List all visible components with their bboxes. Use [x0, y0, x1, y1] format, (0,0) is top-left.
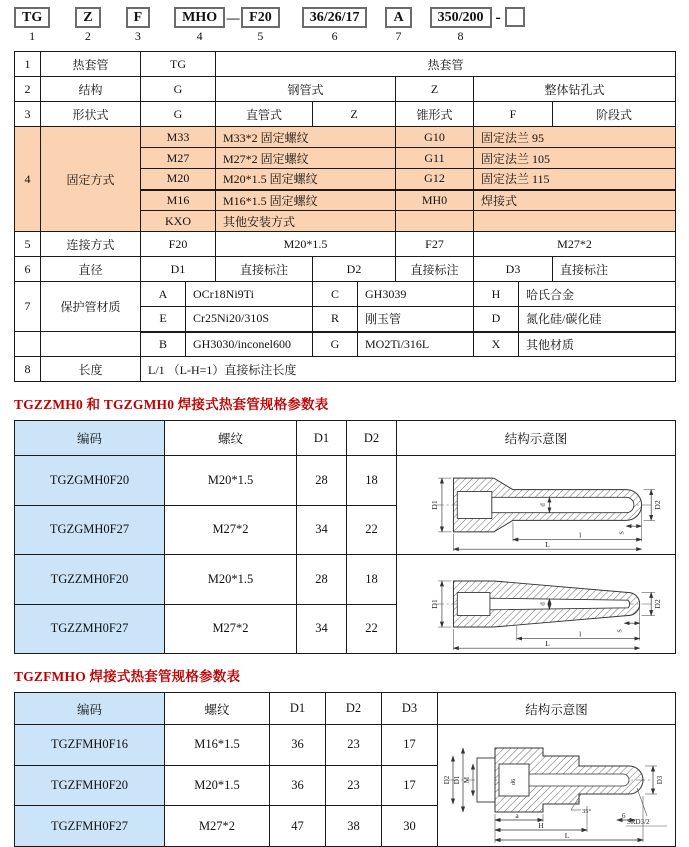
code-unit-8: [430, 7, 492, 44]
dim-label-s: S: [616, 629, 624, 633]
value-cell: M27*2 固定螺纹: [216, 148, 396, 169]
value-cell: M16*1.5 固定螺纹: [216, 190, 396, 211]
col-header-diagram: 结构示意图: [397, 421, 676, 456]
value-cell: M33*2 固定螺纹: [216, 127, 396, 148]
value-cell: 锥形式: [396, 102, 474, 127]
code-cell: Z: [396, 77, 474, 102]
code-cell: TGZGMH0F20: [15, 456, 165, 506]
dim-label-d1: D1: [430, 599, 440, 609]
col-header-d2: D2: [347, 421, 397, 456]
dim-label-L: L: [545, 639, 550, 649]
value-cell: 焊接式: [474, 190, 676, 211]
legend-row-4-sub-1: [15, 127, 676, 148]
col-header-d1: D1: [270, 693, 326, 725]
d1-cell: 36: [270, 765, 326, 806]
code-cell: TGZFMH0F27: [15, 806, 165, 847]
dim-label-d2: D2: [652, 500, 662, 510]
row-no: 8: [15, 357, 41, 382]
thread-cell: M20*1.5: [165, 456, 297, 506]
code-num-8: 8: [457, 29, 464, 43]
spec-table-header: [15, 421, 676, 456]
value-cell: 固定法兰 105: [474, 148, 676, 169]
value-cell: L/1 （L-H=1）直接标注长度: [141, 357, 676, 382]
dim-label-d: d: [539, 503, 547, 507]
row-label: 长度: [41, 357, 141, 382]
code-num-6: 6: [331, 29, 338, 43]
value-cell: 整体钻孔式: [474, 77, 676, 102]
table-row: [15, 555, 676, 605]
value-cell: OCr18Ni9Ti: [186, 282, 313, 307]
legend-row-7-sub-1: [15, 282, 676, 307]
value-cell: 刚玉管: [358, 307, 474, 332]
col-header-d3: D3: [382, 693, 438, 725]
row-no: 6: [15, 257, 41, 282]
d1-cell: 34: [297, 505, 347, 555]
empty-cell: [396, 211, 474, 232]
row-label: 连接方式: [41, 232, 141, 257]
code-box-f: F: [126, 7, 151, 28]
code-suffix-dash: -: [495, 9, 501, 26]
d1-cell: 28: [297, 555, 347, 605]
code-cell: MH0: [396, 190, 474, 211]
value-cell: 固定法兰 115: [474, 169, 676, 190]
spec-table-zz-zg: [14, 420, 676, 654]
thread-cell: M20*1.5: [165, 765, 270, 806]
code-cell: H: [474, 282, 519, 307]
code-cell: G: [313, 332, 358, 357]
value-cell: Cr25Ni20/310S: [186, 307, 313, 332]
table-row: [15, 456, 676, 506]
code-joiner-dash: —: [226, 10, 240, 25]
value-cell: 直接标注: [553, 257, 676, 282]
legend-row-2: [15, 77, 676, 102]
code-cell: TGZGMH0F27: [15, 505, 165, 555]
dim-label-d1: D1: [452, 775, 461, 785]
code-cell: A: [141, 282, 186, 307]
code-num-4: 4: [196, 29, 203, 43]
code-cell: Z: [313, 102, 396, 127]
dim-label-srd: SRD3/2: [626, 818, 650, 826]
thermowell-stepped-diagram: [441, 726, 673, 845]
d2-cell: 23: [326, 765, 382, 806]
value-cell: GH3030/inconel600: [186, 332, 313, 357]
d1-cell: 28: [297, 456, 347, 506]
code-unit-7: [385, 7, 411, 44]
code-unit-6: [302, 7, 368, 44]
thread-cell: M27*2: [165, 806, 270, 847]
code-cell: KXO: [141, 211, 216, 232]
code-box-dims: 36/26/17: [302, 7, 368, 28]
d1-cell: 47: [270, 806, 326, 847]
code-box-length: 350/200: [430, 7, 492, 28]
section2-title: TGZZMH0 和 TGZGMH0 焊接式热套管规格参数表: [14, 397, 329, 412]
code-num-3: 3: [134, 29, 141, 43]
value-cell: GH3039: [358, 282, 474, 307]
dim-label-d3: D3: [655, 775, 664, 785]
value-cell: 热套管: [216, 52, 676, 77]
code-cell: F27: [396, 232, 474, 257]
thread-cell: M27*2: [165, 604, 297, 654]
thermowell-tapered-diagram: [400, 556, 672, 652]
col-header-code: 编码: [15, 693, 165, 725]
thread-cell: M27*2: [165, 505, 297, 555]
code-cell: M27: [141, 148, 216, 169]
dim-label-d1: D1: [430, 500, 440, 510]
row-no: 5: [15, 232, 41, 257]
code-cell: D: [474, 307, 519, 332]
value-cell: MO2Ti/316L: [358, 332, 474, 357]
d2-cell: 18: [347, 456, 397, 506]
col-header-code: 编码: [15, 421, 165, 456]
code-cell: TGZFMH0F16: [15, 725, 165, 766]
d3-cell: 17: [382, 725, 438, 766]
value-cell: 固定法兰 95: [474, 127, 676, 148]
dim-label-bore: d6: [509, 778, 517, 786]
col-header-d2: D2: [326, 693, 382, 725]
code-unit-3: [126, 7, 151, 44]
value-cell: 其他安装方式: [216, 211, 396, 232]
code-cell: TG: [141, 52, 216, 77]
value-cell: M20*1.5 固定螺纹: [216, 169, 396, 190]
code-cell: G11: [396, 148, 474, 169]
d2-cell: 22: [347, 604, 397, 654]
code-cell: F: [474, 102, 553, 127]
code-cell: D2: [313, 257, 396, 282]
value-cell: 钢管式: [216, 77, 396, 102]
code-cell: G: [141, 77, 216, 102]
code-cell: X: [474, 332, 519, 357]
dim-label-d2: D2: [652, 599, 662, 609]
col-header-thread: 螺纹: [165, 421, 297, 456]
value-cell: 氮化硅/碳化硅: [519, 307, 676, 332]
code-cell: M16: [141, 190, 216, 211]
dim-label-L: L: [564, 831, 569, 840]
dim-label-l: l: [579, 629, 582, 639]
empty-cell: [15, 332, 41, 357]
value-cell: 直管式: [216, 102, 313, 127]
legend-row-5: [15, 232, 676, 257]
code-cell: G10: [396, 127, 474, 148]
spec-table-zf: [14, 692, 676, 847]
thread-cell: M20*1.5: [165, 555, 297, 605]
dim-label-a: a: [514, 811, 519, 820]
d2-cell: 23: [326, 725, 382, 766]
code-cell: B: [141, 332, 186, 357]
d2-cell: 22: [347, 505, 397, 555]
dim-label-d: d: [539, 602, 547, 606]
code-cell: TGZFMH0F20: [15, 765, 165, 806]
code-box-mho: MHO: [174, 7, 225, 28]
code-cell: M33: [141, 127, 216, 148]
code-num-2: 2: [84, 29, 91, 43]
value-cell: 哈氏合金: [519, 282, 676, 307]
dim-label-l: l: [579, 530, 582, 540]
code-box-tg: TG: [14, 7, 50, 28]
empty-cell: [474, 211, 676, 232]
code-cell: R: [313, 307, 358, 332]
code-unit-1: [14, 7, 50, 44]
dim-label-six: 6: [621, 812, 625, 820]
d2-cell: 18: [347, 555, 397, 605]
col-header-diagram: 结构示意图: [438, 693, 676, 725]
code-cell: E: [141, 307, 186, 332]
dim-label-L: L: [545, 540, 550, 550]
code-cell: G: [141, 102, 216, 127]
code-unit-4: [174, 7, 225, 44]
d1-cell: 36: [270, 725, 326, 766]
code-box-f20: F20: [241, 7, 280, 28]
table-row: [15, 725, 676, 766]
code-cell: D1: [141, 257, 216, 282]
dim-label-d2: D2: [442, 775, 451, 785]
d1-cell: 34: [297, 604, 347, 654]
thermowell-straight-diagram: [400, 457, 672, 553]
code-cell: F20: [141, 232, 216, 257]
diagram-cell-stepped: [438, 725, 676, 847]
code-num-7: 7: [395, 29, 402, 43]
col-header-d1: D1: [297, 421, 347, 456]
legend-row-7-sub-3: [15, 332, 676, 357]
code-cell: TGZZMH0F27: [15, 604, 165, 654]
row-label: 热套管: [41, 52, 141, 77]
legend-row-6: [15, 257, 676, 282]
legend-row-8: [15, 357, 676, 382]
diagram-cell-straight: [397, 456, 676, 555]
code-cell: M20: [141, 169, 216, 190]
spec-table-header: [15, 693, 676, 725]
value-cell: 直接标注: [396, 257, 474, 282]
d3-cell: 17: [382, 765, 438, 806]
code-unit-2: [75, 7, 100, 44]
legend-row-3: [15, 102, 676, 127]
code-legend-table: [14, 51, 676, 382]
code-box-a: A: [385, 7, 411, 28]
code-builder-row: [14, 7, 675, 45]
value-cell: 直接标注: [216, 257, 313, 282]
value-cell: M27*2: [474, 232, 676, 257]
col-header-thread: 螺纹: [165, 693, 270, 725]
code-box-z: Z: [75, 7, 100, 28]
code-unit-5: [241, 7, 280, 44]
row-no: 4: [15, 127, 41, 232]
value-cell: 其他材质: [519, 332, 676, 357]
row-label: 结构: [41, 77, 141, 102]
row-no: 2: [15, 77, 41, 102]
row-no: 3: [15, 102, 41, 127]
diagram-cell-tapered: [397, 555, 676, 654]
code-cell: D3: [474, 257, 553, 282]
code-cell: TGZZMH0F20: [15, 555, 165, 605]
code-num-5: 5: [257, 29, 264, 43]
code-num-1: 1: [29, 29, 36, 43]
row-no: 1: [15, 52, 41, 77]
code-cell: G12: [396, 169, 474, 190]
row-label: 保护管材质: [41, 282, 141, 332]
dim-label-s: S: [618, 531, 626, 535]
code-cell: C: [313, 282, 358, 307]
value-cell: M20*1.5: [216, 232, 396, 257]
section3-title: TGZFMHO 焊接式热套管规格参数表: [14, 669, 241, 684]
legend-row-1: [15, 52, 676, 77]
d2-cell: 38: [326, 806, 382, 847]
row-no: 7: [15, 282, 41, 332]
dim-label-h: H: [537, 821, 544, 830]
thread-cell: M16*1.5: [165, 725, 270, 766]
empty-cell: [41, 332, 141, 357]
code-box-empty: [505, 7, 525, 27]
row-label: 直径: [41, 257, 141, 282]
row-label: 固定方式: [41, 127, 141, 232]
dim-label-angle: 35°: [581, 808, 591, 815]
row-label: 形状式: [41, 102, 141, 127]
dim-label-m: M: [462, 776, 471, 784]
value-cell: 阶段式: [553, 102, 676, 127]
d3-cell: 30: [382, 806, 438, 847]
